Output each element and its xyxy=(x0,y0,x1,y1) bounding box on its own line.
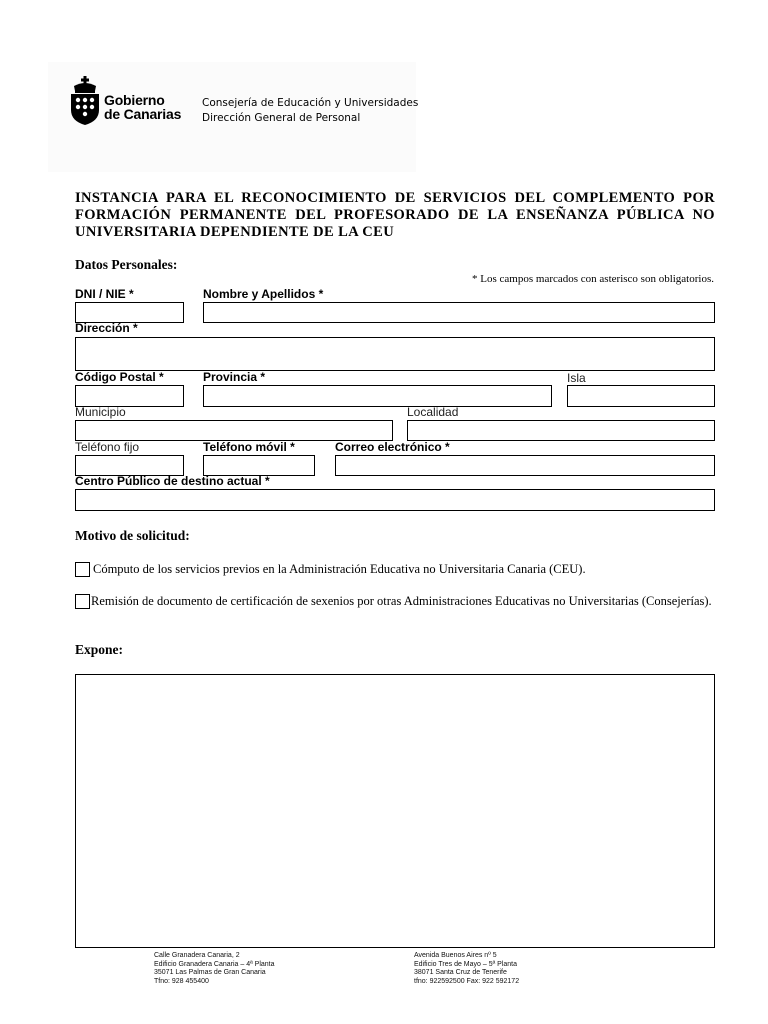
dni-field[interactable] xyxy=(75,302,184,323)
nombre-label: Nombre y Apellidos * xyxy=(203,287,324,301)
municipio-field[interactable] xyxy=(75,420,393,441)
option1-label: Cómputo de los servicios previos en la Administración Educativa no Universitaria Canaria (CEU). xyxy=(93,562,586,576)
dept-line2: Dirección General de Personal xyxy=(202,112,361,124)
nombre-field[interactable] xyxy=(203,302,715,323)
footer-line: 38071 Santa Cruz de Tenerife xyxy=(414,969,507,976)
isla-field[interactable] xyxy=(567,385,715,407)
telefono-movil-label: Teléfono móvil * xyxy=(203,440,295,454)
expone-heading: Expone: xyxy=(75,642,124,657)
footer-line: Avenida Buenos Aires nº 5 xyxy=(414,952,497,959)
telefono-fijo-label: Teléfono fijo xyxy=(75,440,140,454)
datos-personales-heading: Datos Personales: xyxy=(75,257,178,272)
correo-label: Correo electrónico * xyxy=(335,440,450,454)
localidad-field[interactable] xyxy=(407,420,715,441)
required-note: * Los campos marcados con asterisco son obligatorios. xyxy=(472,273,714,285)
motivo-heading: Motivo de solicitud: xyxy=(75,528,190,543)
codigo-postal-label: Código Postal * xyxy=(75,370,164,384)
isla-label: Isla xyxy=(567,371,586,385)
centro-field[interactable] xyxy=(75,489,715,511)
centro-label: Centro Público de destino actual * xyxy=(75,474,270,488)
coat-of-arms-icon xyxy=(68,76,102,126)
telefono-movil-field[interactable] xyxy=(203,455,315,476)
footer-address-las-palmas xyxy=(154,952,275,986)
municipio-label: Municipio xyxy=(75,405,126,419)
option2-label: Remisión de documento de certificación de sexenios por otras Administraciones Educativas no Universitarias (Consejerías). xyxy=(91,594,712,608)
direccion-field[interactable] xyxy=(75,337,715,371)
document-title: INSTANCIA PARA EL RECONOCIMIENTO DE SERVICIOS DEL COMPLEMENTO POR FORMACIÓN PERMANENTE DEL PROFESORADO DE LA ENSEÑANZA PÚBLICA NO UNIVERSITARIA DEPENDIENTE DE LA CEU xyxy=(75,190,715,240)
telefono-fijo-field[interactable] xyxy=(75,455,184,476)
government-name xyxy=(104,93,181,121)
gov-line1: Gobierno xyxy=(104,92,165,108)
direccion-label: Dirección * xyxy=(75,321,138,335)
gov-line2: de Canarias xyxy=(104,106,182,122)
footer-line: Edificio Tres de Mayo – 5ª Planta xyxy=(414,960,517,968)
footer-line: Tfno: 928 455400 xyxy=(154,977,209,985)
department-name xyxy=(202,96,418,126)
dept-line1: Consejería de Educación y Universidades xyxy=(202,97,419,109)
correo-field[interactable] xyxy=(335,455,715,476)
dni-label: DNI / NIE * xyxy=(75,287,134,301)
option1-checkbox[interactable] xyxy=(75,562,90,577)
localidad-label: Localidad xyxy=(407,405,459,419)
expone-textarea[interactable] xyxy=(75,674,715,948)
codigo-postal-field[interactable] xyxy=(75,385,184,407)
footer-line: tfno: 922592500 Fax: 922 592172 xyxy=(414,977,520,985)
footer-line: 35071 Las Palmas de Gran Canaria xyxy=(154,969,266,976)
footer-address-tenerife xyxy=(414,952,519,986)
footer-line: Calle Granadera Canaria, 2 xyxy=(154,952,240,959)
provincia-field[interactable] xyxy=(203,385,552,407)
provincia-label: Provincia * xyxy=(203,370,266,384)
footer-line: Edificio Granadera Canaria – 4ª Planta xyxy=(154,960,275,968)
